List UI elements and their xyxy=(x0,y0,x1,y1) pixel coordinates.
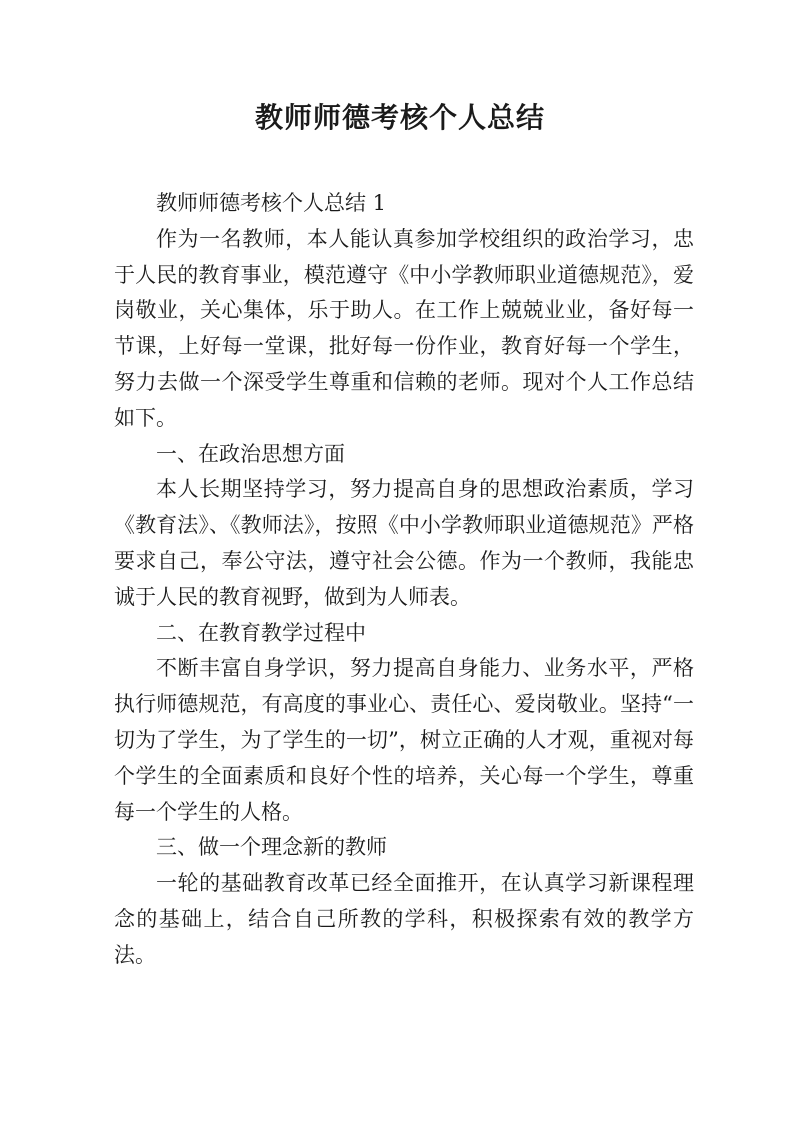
paragraph-intro: 作为一名教师，本人能认真参加学校组织的政治学习，忠于人民的教育事业，模范遵守《中小学教师职业道德规范》，爱岗敬业，关心集体，乐于助人。在工作上兢兢业业，备好每一节课，上好每一堂课，批好每一份作业，教育好每一个学生，努力去做一个深受学生尊重和信赖的老师。现对个人工作总结如下。 xyxy=(114,226,694,430)
section-heading-politics: 一、在政治思想方面 xyxy=(156,441,345,466)
section-heading-teaching: 二、在教育教学过程中 xyxy=(156,620,366,645)
document-body xyxy=(114,186,694,974)
paragraph-politics: 本人长期坚持学习，努力提高自身的思想政治素质，学习《教育法》、《教师法》，按照《中小学教师职业道德规范》严格要求自己，奉公守法，遵守社会公德。作为一个教师，我能忠诚于人民的教育视野，做到为人师表。 xyxy=(114,477,694,609)
section-heading-main: 教师师德考核个人总结 1 xyxy=(156,191,387,215)
paragraph-teaching: 不断丰富自身学识，努力提高自身能力、业务水平，严格执行师德规范，有高度的事业心、责任心、爱岗敬业。坚持“一切为了学生，为了学生的一切”，树立正确的人才观，重视对每个学生的全面素质和良好个性的培养，关心每一个学生，尊重每一个学生的人格。 xyxy=(114,656,694,824)
document-title: 教师师德考核个人总结 xyxy=(254,101,545,134)
paragraph-new-teacher: 一轮的基础教育改革已经全面推开，在认真学习新课程理念的基础上，结合自己所教的学科，积极探索有效的教学方法。 xyxy=(114,871,694,967)
section-heading-new-teacher: 三、做一个理念新的教师 xyxy=(156,835,387,860)
